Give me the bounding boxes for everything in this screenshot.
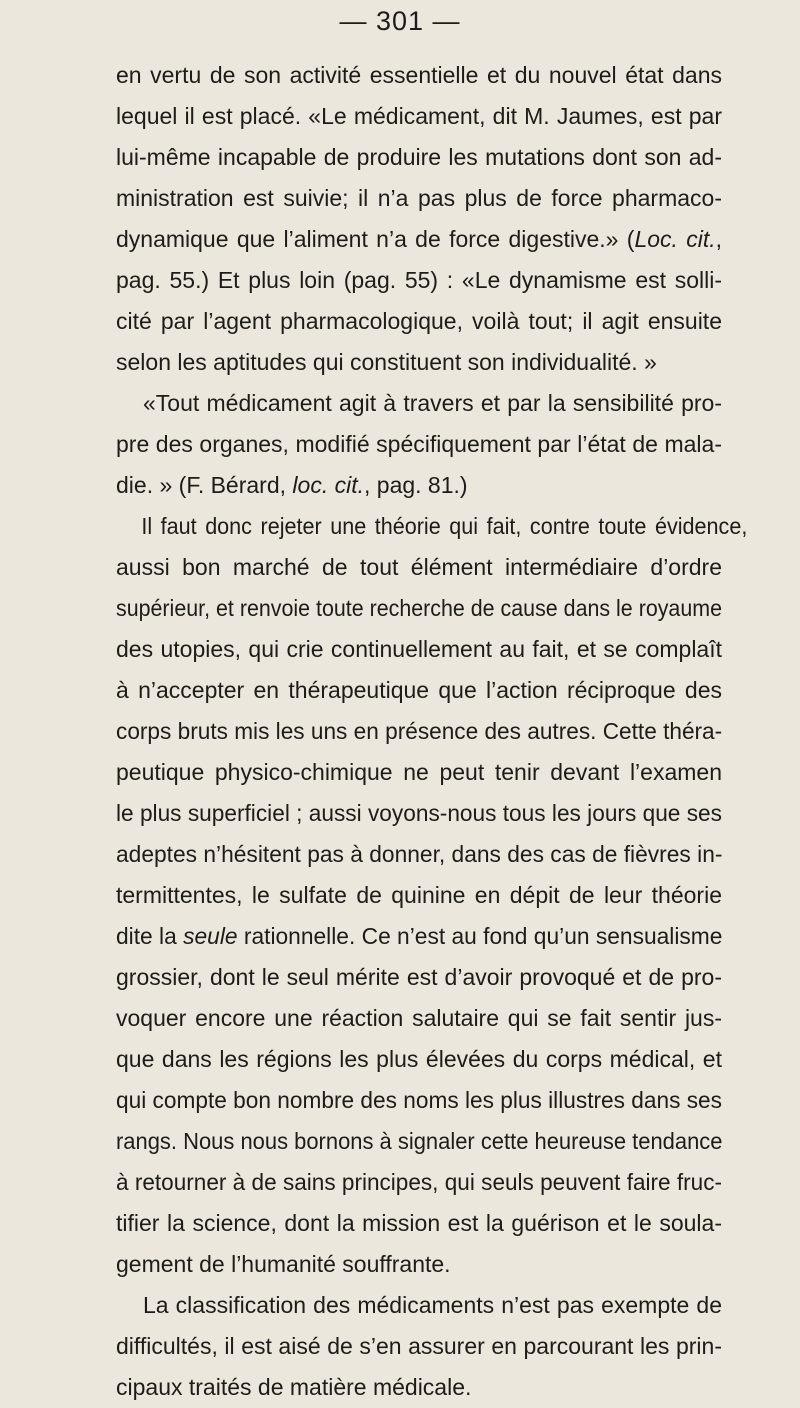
text-line: termittentes, le sulfate de quinine en dépit de leur théorie bbox=[116, 882, 722, 908]
text-line: cité par l’agent pharmacologique, voilà tout; il agit ensuite bbox=[116, 308, 722, 334]
text-line: qui compte bon nombre des noms les plus illustres dans ses bbox=[116, 1087, 722, 1113]
text-line: pag. 55.) Et plus loin (pag. 55) : «Le dynamisme est solli- bbox=[116, 267, 722, 293]
text-line: dite la seule rationnelle. Ce n’est au fond qu’un sensualisme bbox=[116, 923, 723, 949]
text-line: lui-même incapable de produire les mutations dont son ad- bbox=[116, 144, 722, 170]
text-line: corps bruts mis les uns en présence des autres. Cette théra- bbox=[116, 718, 723, 744]
text-line: La classification des médicaments n’est pas exempte de bbox=[143, 1292, 722, 1318]
text-line: selon les aptitudes qui constituent son individualité. » bbox=[116, 349, 657, 375]
body-text bbox=[116, 55, 748, 1408]
text-line: difficultés, il est aisé de s’en assurer en parcourant les prin- bbox=[116, 1333, 722, 1359]
text-line: ministration est suivie; il n’a pas plus de force pharmaco- bbox=[116, 185, 722, 211]
text-line: adeptes n’hésitent pas à donner, dans des cas de fièvres in- bbox=[116, 841, 723, 867]
text-line: lequel il est placé. «Le médicament, dit M. Jaumes, est par bbox=[116, 103, 722, 129]
text-line: gement de l’humanité souffrante. bbox=[116, 1251, 451, 1277]
text-line: grossier, dont le seul mérite est d’avoir provoqué et de pro- bbox=[116, 964, 722, 990]
text-line: en vertu de son activité essentielle et du nouvel état dans bbox=[116, 62, 722, 88]
text-line: que dans les régions les plus élevées du corps médical, et bbox=[116, 1046, 722, 1072]
text-line: rangs. Nous nous bornons à signaler cette heureuse tendance bbox=[116, 1128, 723, 1154]
text-line: Il faut donc rejeter une théorie qui fait, contre toute évidence, bbox=[141, 513, 748, 539]
text-line: peutique physico-chimique ne peut tenir devant l’examen bbox=[116, 759, 722, 785]
text-line: à n’accepter en thérapeutique que l’action réciproque des bbox=[116, 677, 722, 703]
text-line: à retourner à de sains principes, qui seuls peuvent faire fruc- bbox=[116, 1169, 722, 1195]
text-line: supérieur, et renvoie toute recherche de cause dans le royaume bbox=[116, 595, 722, 621]
text-line: le plus superficiel ; aussi voyons-nous tous les jours que ses bbox=[116, 800, 722, 826]
text-line: pre des organes, modifié spécifiquement par l’état de mala- bbox=[116, 431, 722, 457]
text-line: die. » (F. Bérard, loc. cit., pag. 81.) bbox=[116, 472, 468, 498]
text-line: des utopies, qui crie continuellement au fait, et se complaît bbox=[116, 636, 722, 662]
text-line: tifier la science, dont la mission est la guérison et le soula- bbox=[116, 1210, 722, 1236]
text-line: voquer encore une réaction salutaire qui se fait sentir jus- bbox=[116, 1005, 722, 1031]
text-line: cipaux traités de matière médicale. bbox=[116, 1374, 472, 1400]
text-line: dynamique que l’aliment n’a de force digestive.» (Loc. cit., bbox=[116, 226, 722, 252]
text-line: «Tout médicament agit à travers et par la sensibilité pro- bbox=[143, 390, 722, 416]
page-number: — 301 — bbox=[339, 6, 461, 36]
text-line: aussi bon marché de tout élément intermédiaire d’ordre bbox=[116, 554, 722, 580]
